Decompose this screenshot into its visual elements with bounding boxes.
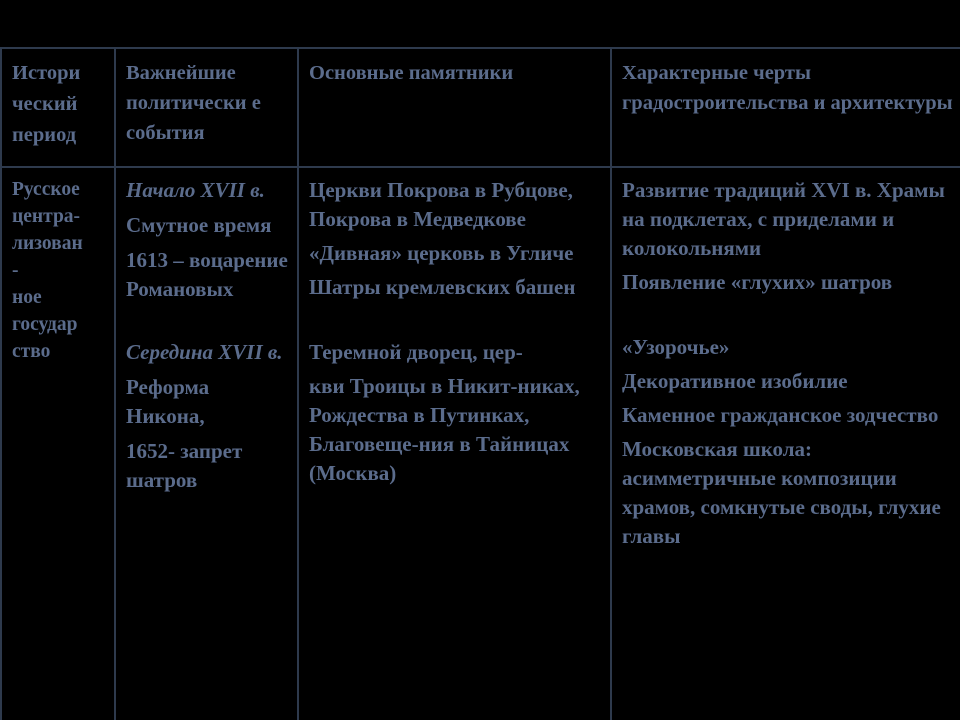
period-line-2: центра- xyxy=(12,206,81,227)
table-row xyxy=(1,167,960,720)
monument-item-pokrov-churches: Церкви Покрова в Рубцове, Покрова в Медведкове xyxy=(309,178,573,231)
monument-item-uglich-church: «Дивная» церковь в Угличе xyxy=(309,241,574,265)
events-cell xyxy=(115,167,298,720)
features-cell xyxy=(611,167,960,720)
era2-event-nikon-reform: Реформа Никона, xyxy=(126,375,210,428)
era1-heading: Начало XVII в. xyxy=(126,178,265,202)
feature-item-moscow-school: Московская школа: асимметричные композиции храмов, сомкнутые своды, глухие главы xyxy=(622,437,941,548)
period-line-3: лизован xyxy=(12,233,83,254)
era1-event-romanovs: 1613 – воцарение Романовых xyxy=(126,248,288,301)
period-line-1: Русское xyxy=(12,179,80,200)
era2-heading: Середина XVII в. xyxy=(126,340,283,364)
architecture-history-table xyxy=(0,47,960,720)
feature-item-civil-architecture: Каменное гражданское зодчество xyxy=(622,403,939,427)
table-header-row xyxy=(1,48,960,167)
monument-item-terem-palace: Теремной дворец, цер- xyxy=(309,340,523,364)
header-period-line-2: ческий xyxy=(12,93,78,115)
era2-event-tent-ban: 1652- запрет шатров xyxy=(126,439,243,492)
header-period-cell xyxy=(1,48,115,167)
header-monuments-text: Основные памятники xyxy=(309,62,514,84)
feature-item-traditions: Развитие традиций XVI в. Храмы на подклетах, с приделами и колокольнями xyxy=(622,178,945,260)
header-events-cell xyxy=(115,48,298,167)
period-cell xyxy=(1,167,115,720)
architecture-history-table-container xyxy=(0,47,960,720)
feature-item-decorative: Декоративное изобилие xyxy=(622,369,848,393)
header-period-line-1: Истори xyxy=(12,62,81,84)
feature-item-uzorochye: «Узорочье» xyxy=(622,335,730,359)
feature-item-blind-tents: Появление «глухих» шатров xyxy=(622,270,893,294)
header-monuments-cell xyxy=(298,48,611,167)
header-features-text: Характерные черты градостроительства и архитектуры xyxy=(622,62,953,114)
monuments-cell xyxy=(298,167,611,720)
header-period-line-3: период xyxy=(12,124,77,146)
header-events-text: Важнейшие политически е события xyxy=(126,62,261,144)
period-line-7: ство xyxy=(12,341,51,362)
period-line-6: государ xyxy=(12,314,78,335)
period-line-4: - xyxy=(12,260,19,281)
header-features-cell xyxy=(611,48,960,167)
monument-item-moscow-churches: кви Троицы в Никит-никах, Рождества в Путинках, Благовеще-ния в Тайницах (Москва) xyxy=(309,374,580,485)
era1-event-troubles: Смутное время xyxy=(126,213,272,237)
monument-item-kremlin-towers: Шатры кремлевских башен xyxy=(309,275,576,299)
period-line-5: ное xyxy=(12,287,42,308)
